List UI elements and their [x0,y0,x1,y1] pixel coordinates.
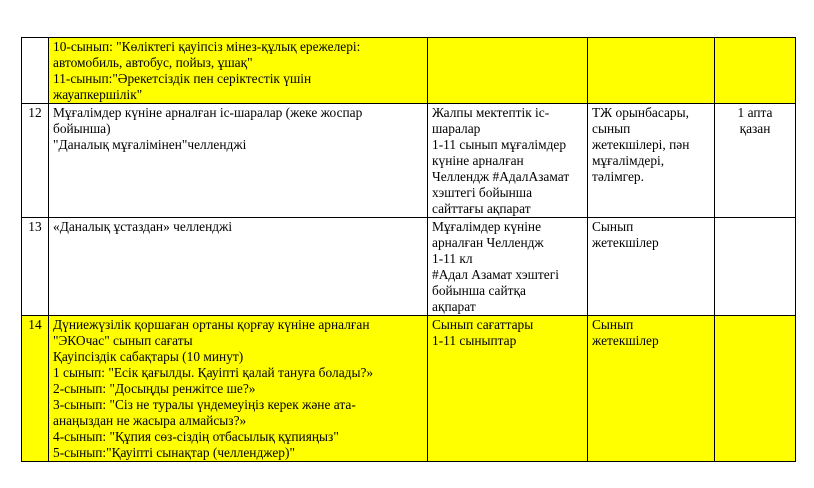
cell-line: 5-сынып:"Қауіпті сынақтар (челленджер)" [53,445,295,460]
cell-line: Дүниежүзілік қоршаған ортаны қорғау күніне арналған [53,317,370,332]
cell-line: сынып [592,121,631,136]
cell-line: анаңыздан не жасыра алмайсыз?» [53,413,247,428]
cell-line: Жалпы мектептік іс- [432,105,550,120]
cell-line: 1 сынып: "Есік қағылды. Қауіпті қалай тануға болады?» [53,365,374,380]
row-number-cell: 13 [22,218,49,316]
row-number-cell: 12 [22,104,49,218]
cell-line: тәлімгер. [592,169,644,184]
format-cell [428,316,588,462]
cell-line: 1-11 сынып мұғалімдер [432,137,567,152]
deadline-cell [715,316,796,462]
cell-line: күніне арналған [432,153,524,168]
cell-line: 2-сынып: "Досыңды ренжітсе ше?» [53,381,256,396]
cell-line: 1-11 сыныптар [432,333,517,348]
format-cell [428,38,588,104]
cell-line: сайттағы ақпарат [432,201,531,216]
cell-line: 4-сынып: "Құпия сөз-сіздің отбасылық құпияңыз" [53,429,339,444]
row-number-cell [22,38,49,104]
cell-line: арналған Челлендж [432,235,544,250]
event-cell [49,38,428,104]
event-cell [49,104,428,218]
cell-line: 10-сынып: "Көліктегі қауіпсіз мінез-құлық ережелері: [53,39,361,54]
cell-line: жауапкершілік" [53,87,143,102]
cell-line: Мұғалімдер күніне арналған іс-шаралар (жеке жоспар [53,105,363,120]
responsible-cell [588,38,715,104]
table-row [22,316,796,462]
deadline-cell [715,218,796,316]
cell-line: "Даналық мұғалімінен"челленджі [53,137,247,152]
cell-line: жетекшілері, пән [592,137,690,152]
cell-line: Челлендж #АдалАзамат [432,169,570,184]
responsible-cell [588,316,715,462]
event-cell [49,316,428,462]
cell-line: "ЭКОчас" сынып сағаты [53,333,193,348]
cell-line: 11-сынып:"Әрекетсіздік пен серіктестік үшін [53,71,312,86]
cell-line: автомобиль, автобус, пойыз, ұшақ" [53,55,253,70]
cell-line: шаралар [432,121,481,136]
table-row [22,38,796,104]
cell-line: қазан [739,121,771,136]
cell-line: Сынып [592,317,634,332]
cell-line: Сынып [592,219,634,234]
cell-line: жетекшілер [592,235,659,250]
table-row [22,218,796,316]
format-cell [428,218,588,316]
cell-line: хэштегі бойынша [432,185,533,200]
cell-line: ТЖ орынбасары, [592,105,689,120]
responsible-cell [588,218,715,316]
deadline-cell [715,38,796,104]
row-number-cell: 14 [22,316,49,462]
cell-line: Мұғалімдер күніне [432,219,542,234]
cell-line: мұғалімдері, [592,153,665,168]
cell-line: бойынша) [53,121,111,136]
cell-line: Қауіпсіздік сабақтары (10 минут) [53,349,244,364]
cell-line: 3-сынып: "Сіз не туралы үндемеуіңіз керек және ата- [53,397,356,412]
responsible-cell [588,104,715,218]
format-cell [428,104,588,218]
event-cell [49,218,428,316]
deadline-cell [715,104,796,218]
cell-line: 1-11 кл [432,251,473,266]
cell-line: ақпарат [432,299,476,314]
cell-line: 1 апта [737,105,773,120]
cell-line: бойынша сайтқа [432,283,526,298]
plan-table [21,37,796,462]
cell-line: #Адал Азамат хэштегі [432,267,559,282]
cell-line: жетекшілер [592,333,659,348]
table-row [22,104,796,218]
cell-line: «Даналық ұстаздан» челленджі [53,219,233,234]
cell-line: Сынып сағаттары [432,317,534,332]
